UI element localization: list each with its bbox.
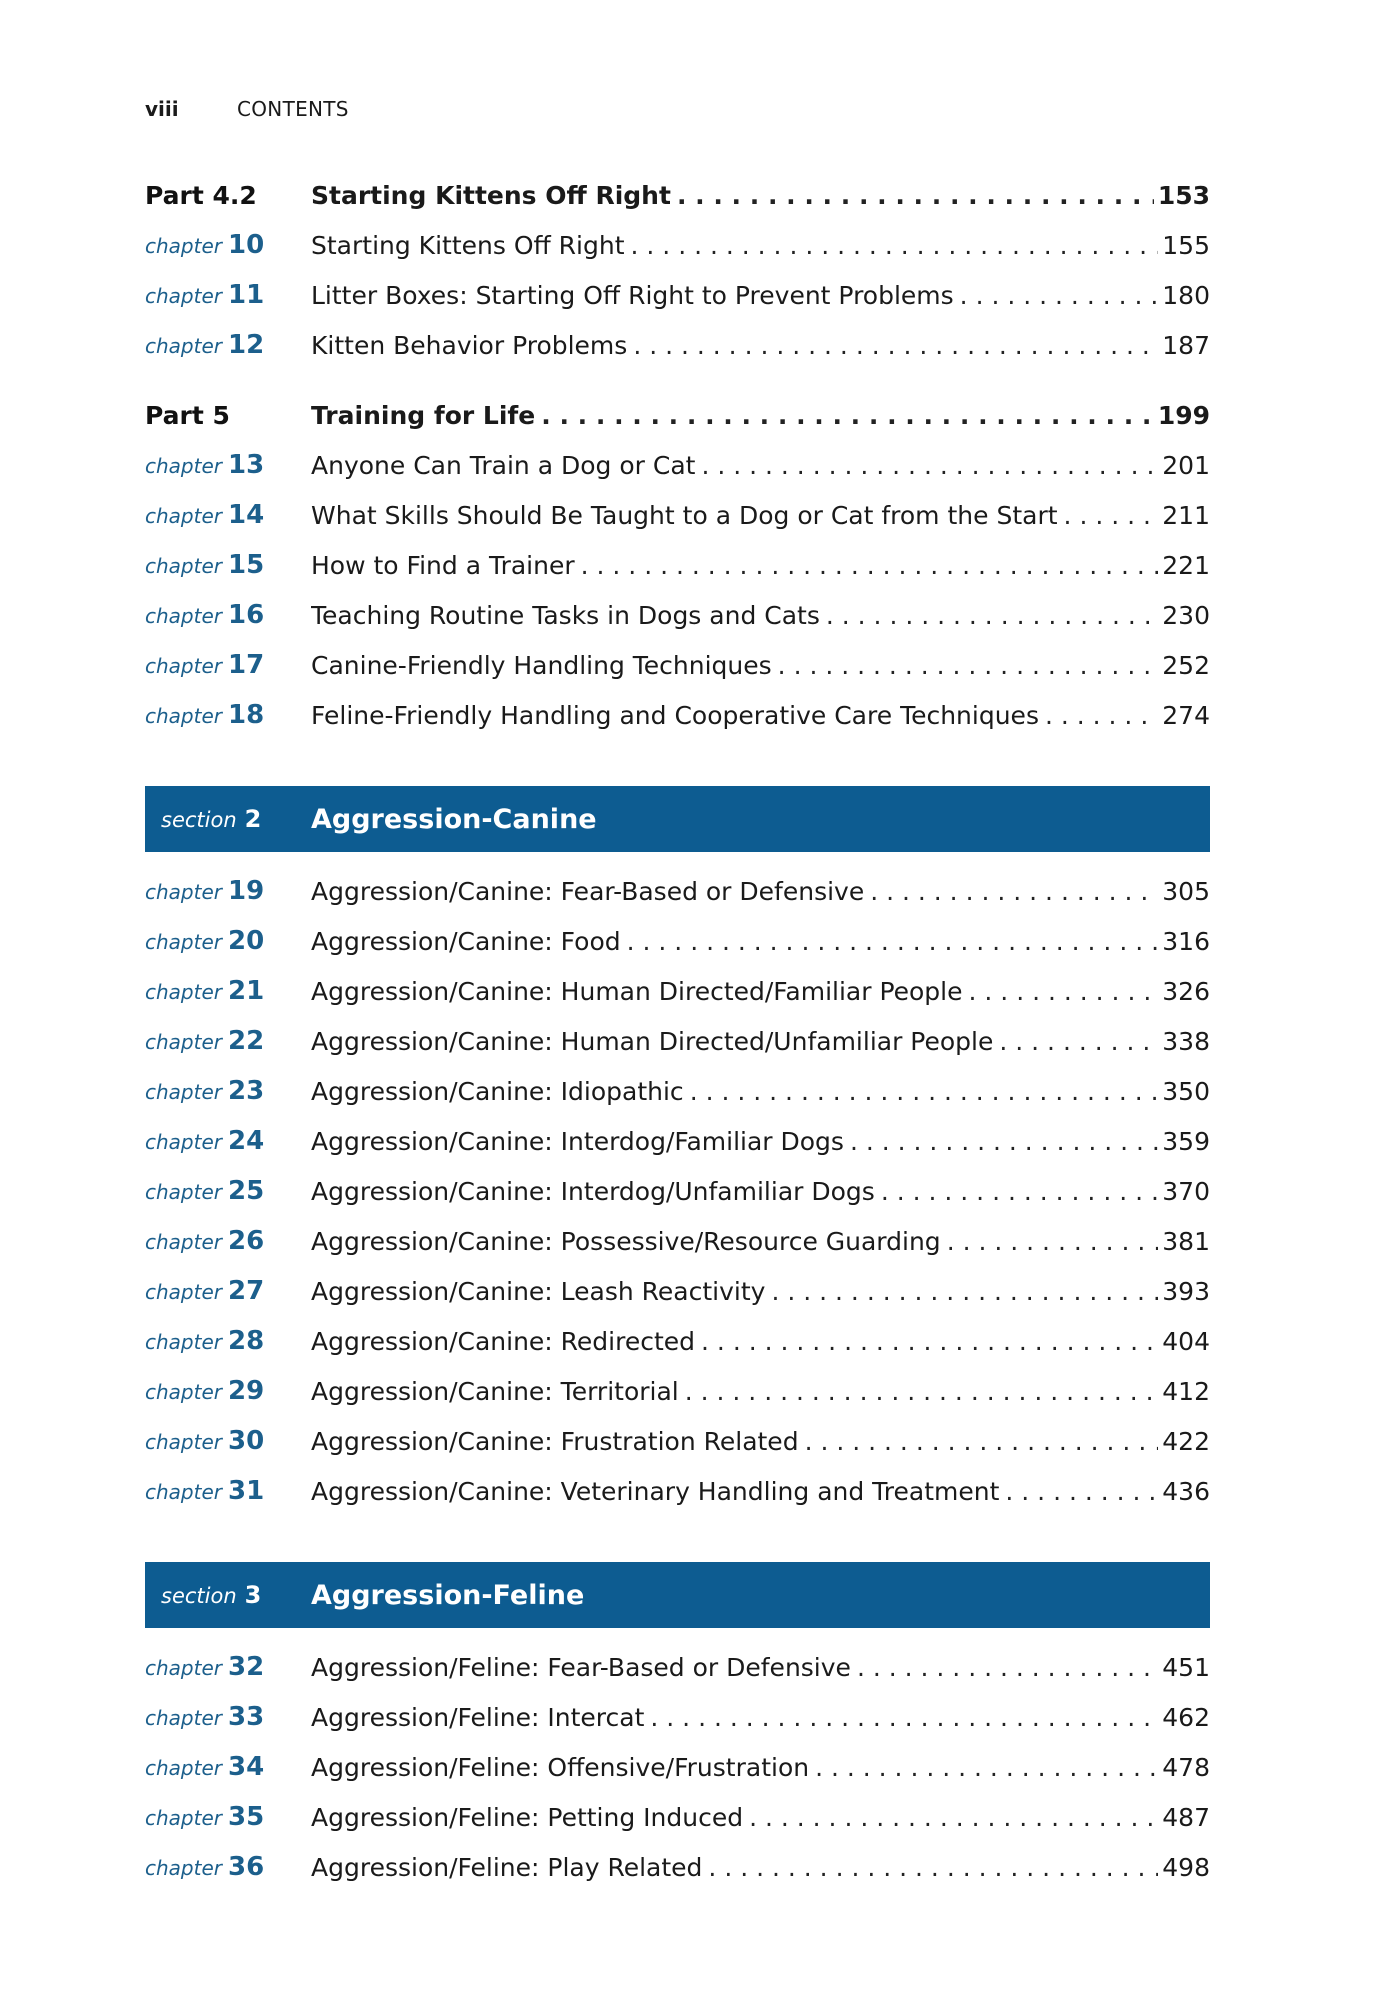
chapter-title[interactable]: Aggression/Canine: Fear-Based or Defensive (311, 876, 865, 906)
chapter-number: 21 (228, 976, 265, 1006)
chapter-label (145, 1026, 311, 1056)
dot-leader (695, 1327, 1158, 1356)
chapter-word: chapter (145, 980, 222, 1004)
chapter-title[interactable]: Anyone Can Train a Dog or Cat (311, 450, 696, 480)
chapter-label (145, 1852, 311, 1882)
dot-leader (799, 1427, 1159, 1456)
toc-entry (311, 1427, 1210, 1456)
chapter-label (145, 230, 311, 260)
dot-leader (954, 281, 1159, 310)
section-label (161, 1581, 311, 1609)
dot-leader (1039, 701, 1158, 730)
page-number-ref: 404 (1162, 1326, 1210, 1356)
page-number-ref: 187 (1162, 330, 1210, 360)
chapter-label (145, 1426, 311, 1456)
chapter-word: chapter (145, 880, 222, 904)
section-number: 3 (244, 1581, 262, 1609)
chapter-title[interactable]: Teaching Routine Tasks in Dogs and Cats (311, 600, 820, 630)
page-number-ref: 252 (1162, 650, 1210, 680)
toc-entry (311, 977, 1210, 1006)
chapter-number: 25 (228, 1176, 265, 1206)
chapter-title[interactable]: Aggression/Feline: Offensive/Frustration (311, 1752, 810, 1782)
chapter-word: chapter (145, 234, 222, 258)
toc-entry (311, 181, 1210, 210)
section-title[interactable]: Aggression-Feline (311, 1579, 585, 1611)
chapter-title[interactable]: Kitten Behavior Problems (311, 330, 628, 360)
spacer (145, 740, 1210, 786)
page-number-ref: 201 (1162, 450, 1210, 480)
chapter-number: 26 (228, 1226, 265, 1256)
toc-entry (311, 927, 1210, 956)
chapter-title[interactable]: Aggression/Canine: Human Directed/Familiar People (311, 976, 963, 1006)
toc-entry (311, 1077, 1210, 1106)
chapter-label (145, 550, 311, 580)
chapter-row[interactable] (145, 1842, 1210, 1892)
page-number-ref: 462 (1162, 1702, 1210, 1732)
dot-leader (999, 1477, 1158, 1506)
dot-leader (535, 401, 1154, 430)
chapter-word: chapter (145, 1130, 222, 1154)
page-number-ref: 326 (1162, 976, 1210, 1006)
chapter-label (145, 1276, 311, 1306)
chapter-row[interactable] (145, 1742, 1210, 1792)
chapter-word: chapter (145, 1330, 222, 1354)
chapter-word: chapter (145, 1380, 222, 1404)
chapter-row[interactable] (145, 320, 1210, 370)
chapter-row[interactable] (145, 1266, 1210, 1316)
dot-leader (627, 331, 1158, 360)
part-label: Part 5 (145, 400, 230, 430)
toc-entry (311, 701, 1210, 730)
part-title[interactable]: Starting Kittens Off Right (311, 180, 671, 210)
toc-entry (311, 1753, 1210, 1782)
chapter-title[interactable]: Aggression/Feline: Play Related (311, 1852, 703, 1882)
section-header-bar (145, 786, 1210, 852)
chapter-label (145, 926, 311, 956)
chapter-label (145, 1376, 311, 1406)
chapter-row[interactable] (145, 966, 1210, 1016)
page-number-ref: 498 (1162, 1852, 1210, 1882)
chapter-label (145, 1126, 311, 1156)
chapter-title[interactable]: What Skills Should Be Taught to a Dog or Cat from the Start (311, 500, 1058, 530)
page-number-ref: 359 (1162, 1126, 1210, 1156)
chapter-row[interactable] (145, 640, 1210, 690)
chapter-row[interactable] (145, 220, 1210, 270)
dot-leader (809, 1753, 1158, 1782)
chapter-row[interactable] (145, 1316, 1210, 1366)
toc-entry (311, 1477, 1210, 1506)
section-number: 2 (244, 805, 262, 833)
page-number-ref: 180 (1162, 280, 1210, 310)
dot-leader (993, 1027, 1158, 1056)
chapter-title[interactable]: Aggression/Feline: Petting Induced (311, 1802, 744, 1832)
dot-leader (702, 1853, 1158, 1882)
chapter-title[interactable]: Aggression/Canine: Interdog/Unfamiliar Dogs (311, 1176, 875, 1206)
section-title[interactable]: Aggression-Canine (311, 803, 597, 835)
dot-leader (820, 601, 1158, 630)
chapter-row[interactable] (145, 1066, 1210, 1116)
page-number-ref: 274 (1162, 700, 1210, 730)
part-title[interactable]: Training for Life (311, 400, 536, 430)
toc-entry (311, 1653, 1210, 1682)
chapter-title[interactable]: Starting Kittens Off Right (311, 230, 625, 260)
dot-leader (875, 1177, 1158, 1206)
chapter-number: 22 (228, 1026, 265, 1056)
chapter-label (145, 700, 311, 730)
chapter-title[interactable]: Aggression/Canine: Interdog/Familiar Dogs (311, 1126, 844, 1156)
chapter-word: chapter (145, 1856, 222, 1880)
dot-leader (765, 1277, 1158, 1306)
chapter-word: chapter (145, 504, 222, 528)
toc-entry (311, 331, 1210, 360)
spacer (145, 1516, 1210, 1562)
page-number-ref: 436 (1162, 1476, 1210, 1506)
toc-entry (311, 1177, 1210, 1206)
page-number-ref: 211 (1162, 500, 1210, 530)
chapter-number: 28 (228, 1326, 265, 1356)
chapter-row[interactable] (145, 1792, 1210, 1842)
chapter-row[interactable] (145, 440, 1210, 490)
chapter-word: chapter (145, 1656, 222, 1680)
chapter-number: 14 (228, 500, 265, 530)
chapter-label (145, 1702, 311, 1732)
chapter-title[interactable]: Canine-Friendly Handling Techniques (311, 650, 772, 680)
table-of-contents (145, 170, 1210, 1892)
toc-entry (311, 1277, 1210, 1306)
chapter-row[interactable] (145, 1642, 1210, 1692)
chapter-number: 19 (228, 876, 265, 906)
chapter-word: chapter (145, 1480, 222, 1504)
dot-leader (695, 451, 1158, 480)
chapter-title[interactable]: Aggression/Canine: Human Directed/Unfamiliar People (311, 1026, 994, 1056)
chapter-row[interactable] (145, 690, 1210, 740)
chapter-label (145, 1652, 311, 1682)
toc-entry (311, 231, 1210, 260)
chapter-number: 23 (228, 1076, 265, 1106)
toc-entry (311, 651, 1210, 680)
chapter-label (145, 500, 311, 530)
chapter-word: chapter (145, 604, 222, 628)
chapter-number: 13 (228, 450, 265, 480)
chapter-label (145, 1076, 311, 1106)
chapter-number: 36 (228, 1852, 265, 1882)
chapter-label (145, 1326, 311, 1356)
page-number-ref: 381 (1162, 1226, 1210, 1256)
dot-leader (963, 977, 1159, 1006)
page-number-ref: 199 (1157, 400, 1210, 430)
chapter-word: chapter (145, 284, 222, 308)
page-number-ref: 370 (1162, 1176, 1210, 1206)
chapter-word: chapter (145, 1280, 222, 1304)
chapter-row[interactable] (145, 490, 1210, 540)
chapter-label (145, 600, 311, 630)
chapter-label (145, 1226, 311, 1256)
chapter-row[interactable] (145, 1016, 1210, 1066)
part-row[interactable] (145, 390, 1210, 440)
chapter-word: chapter (145, 334, 222, 358)
chapter-word: chapter (145, 1430, 222, 1454)
page-number-ref: 412 (1162, 1376, 1210, 1406)
dot-leader (679, 1377, 1159, 1406)
chapter-number: 24 (228, 1126, 265, 1156)
chapter-word: chapter (145, 1706, 222, 1730)
dot-leader (844, 1127, 1158, 1156)
page-number-ref: 478 (1162, 1752, 1210, 1782)
chapter-title[interactable]: Aggression/Canine: Food (311, 926, 621, 956)
chapter-title[interactable]: Aggression/Canine: Redirected (311, 1326, 696, 1356)
chapter-number: 35 (228, 1802, 265, 1832)
chapter-number: 17 (228, 650, 265, 680)
chapter-word: chapter (145, 1756, 222, 1780)
dot-leader (941, 1227, 1159, 1256)
toc-entry (311, 877, 1210, 906)
chapter-number: 12 (228, 330, 265, 360)
chapter-number: 10 (228, 230, 265, 260)
section-label (161, 805, 311, 833)
chapter-title[interactable]: Aggression/Canine: Veterinary Handling and Treatment (311, 1476, 1000, 1506)
chapter-label (145, 976, 311, 1006)
chapter-number: 15 (228, 550, 265, 580)
toc-entry (311, 501, 1210, 530)
toc-entry (311, 401, 1210, 430)
chapter-row[interactable] (145, 590, 1210, 640)
chapter-row[interactable] (145, 916, 1210, 966)
chapter-word: chapter (145, 1080, 222, 1104)
chapter-label (145, 1476, 311, 1506)
toc-entry (311, 1803, 1210, 1832)
page-number: viii (145, 97, 179, 121)
chapter-label (145, 450, 311, 480)
toc-entry (311, 551, 1210, 580)
toc-entry (311, 451, 1210, 480)
dot-leader (575, 551, 1159, 580)
page-number-ref: 487 (1162, 1802, 1210, 1832)
chapter-number: 34 (228, 1752, 265, 1782)
page-number-ref: 221 (1162, 550, 1210, 580)
part-row[interactable] (145, 170, 1210, 220)
chapter-title[interactable]: How to Find a Trainer (311, 550, 575, 580)
chapter-row[interactable] (145, 1116, 1210, 1166)
chapter-number: 32 (228, 1652, 265, 1682)
chapter-word: chapter (145, 454, 222, 478)
chapter-word: chapter (145, 1180, 222, 1204)
chapter-title[interactable]: Aggression/Feline: Fear-Based or Defensive (311, 1652, 851, 1682)
chapter-title[interactable]: Litter Boxes: Starting Off Right to Prevent Problems (311, 280, 954, 310)
chapter-number: 30 (228, 1426, 265, 1456)
page-number-ref: 305 (1162, 876, 1210, 906)
spacer (145, 370, 1210, 390)
toc-entry (311, 1027, 1210, 1056)
chapter-number: 18 (228, 700, 265, 730)
chapter-title[interactable]: Aggression/Canine: Idiopathic (311, 1076, 684, 1106)
section-word: section (161, 1584, 237, 1608)
page-number-ref: 422 (1162, 1426, 1210, 1456)
page-number-ref: 316 (1162, 926, 1210, 956)
chapter-label (145, 650, 311, 680)
chapter-title[interactable]: Aggression/Canine: Frustration Related (311, 1426, 799, 1456)
chapter-label (145, 280, 311, 310)
chapter-row[interactable] (145, 1416, 1210, 1466)
section-word: section (161, 808, 237, 832)
spacer (145, 1628, 1210, 1642)
section-header-bar (145, 1562, 1210, 1628)
dot-leader (772, 651, 1159, 680)
chapter-number: 11 (228, 280, 265, 310)
chapter-row[interactable] (145, 1466, 1210, 1516)
page-number-ref: 393 (1162, 1276, 1210, 1306)
spacer (145, 852, 1210, 866)
chapter-number: 27 (228, 1276, 265, 1306)
chapter-word: chapter (145, 930, 222, 954)
toc-entry (311, 601, 1210, 630)
chapter-number: 20 (228, 926, 265, 956)
dot-leader (743, 1803, 1158, 1832)
dot-leader (671, 181, 1154, 210)
chapter-number: 31 (228, 1476, 265, 1506)
page-number-ref: 338 (1162, 1026, 1210, 1056)
dot-leader (644, 1703, 1158, 1732)
page-number-ref: 451 (1162, 1652, 1210, 1682)
toc-entry (311, 1127, 1210, 1156)
page-number-ref: 153 (1157, 180, 1210, 210)
chapter-title[interactable]: Aggression/Canine: Territorial (311, 1376, 679, 1406)
toc-entry (311, 1327, 1210, 1356)
chapter-word: chapter (145, 1230, 222, 1254)
chapter-title[interactable]: Aggression/Feline: Intercat (311, 1702, 645, 1732)
chapter-title[interactable]: Aggression/Canine: Possessive/Resource Guarding (311, 1226, 941, 1256)
toc-entry (311, 1227, 1210, 1256)
chapter-row[interactable] (145, 1366, 1210, 1416)
chapter-label (145, 1752, 311, 1782)
toc-entry (311, 1377, 1210, 1406)
dot-leader (851, 1653, 1158, 1682)
page-number-ref: 350 (1162, 1076, 1210, 1106)
dot-leader (864, 877, 1158, 906)
dot-leader (684, 1077, 1159, 1106)
dot-leader (1058, 501, 1159, 530)
chapter-title[interactable]: Aggression/Canine: Leash Reactivity (311, 1276, 766, 1306)
page-number-ref: 230 (1162, 600, 1210, 630)
chapter-label (145, 1802, 311, 1832)
chapter-number: 29 (228, 1376, 265, 1406)
chapter-word: chapter (145, 554, 222, 578)
chapter-word: chapter (145, 704, 222, 728)
running-head (145, 94, 349, 124)
toc-entry (311, 1703, 1210, 1732)
toc-entry (311, 1853, 1210, 1882)
chapter-number: 16 (228, 600, 265, 630)
chapter-number: 33 (228, 1702, 265, 1732)
dot-leader (625, 231, 1159, 260)
chapter-label (145, 330, 311, 360)
chapter-label (145, 876, 311, 906)
chapter-word: chapter (145, 1030, 222, 1054)
chapter-row[interactable] (145, 866, 1210, 916)
part-label: Part 4.2 (145, 180, 257, 210)
chapter-row[interactable] (145, 270, 1210, 320)
running-title: CONTENTS (237, 97, 349, 121)
page-number-ref: 155 (1162, 230, 1210, 260)
chapter-row[interactable] (145, 1166, 1210, 1216)
chapter-title[interactable]: Feline-Friendly Handling and Cooperative Care Techniques (311, 700, 1039, 730)
chapter-row[interactable] (145, 1216, 1210, 1266)
chapter-label (145, 1176, 311, 1206)
chapter-row[interactable] (145, 1692, 1210, 1742)
chapter-row[interactable] (145, 540, 1210, 590)
chapter-word: chapter (145, 654, 222, 678)
dot-leader (621, 927, 1159, 956)
chapter-word: chapter (145, 1806, 222, 1830)
toc-entry (311, 281, 1210, 310)
